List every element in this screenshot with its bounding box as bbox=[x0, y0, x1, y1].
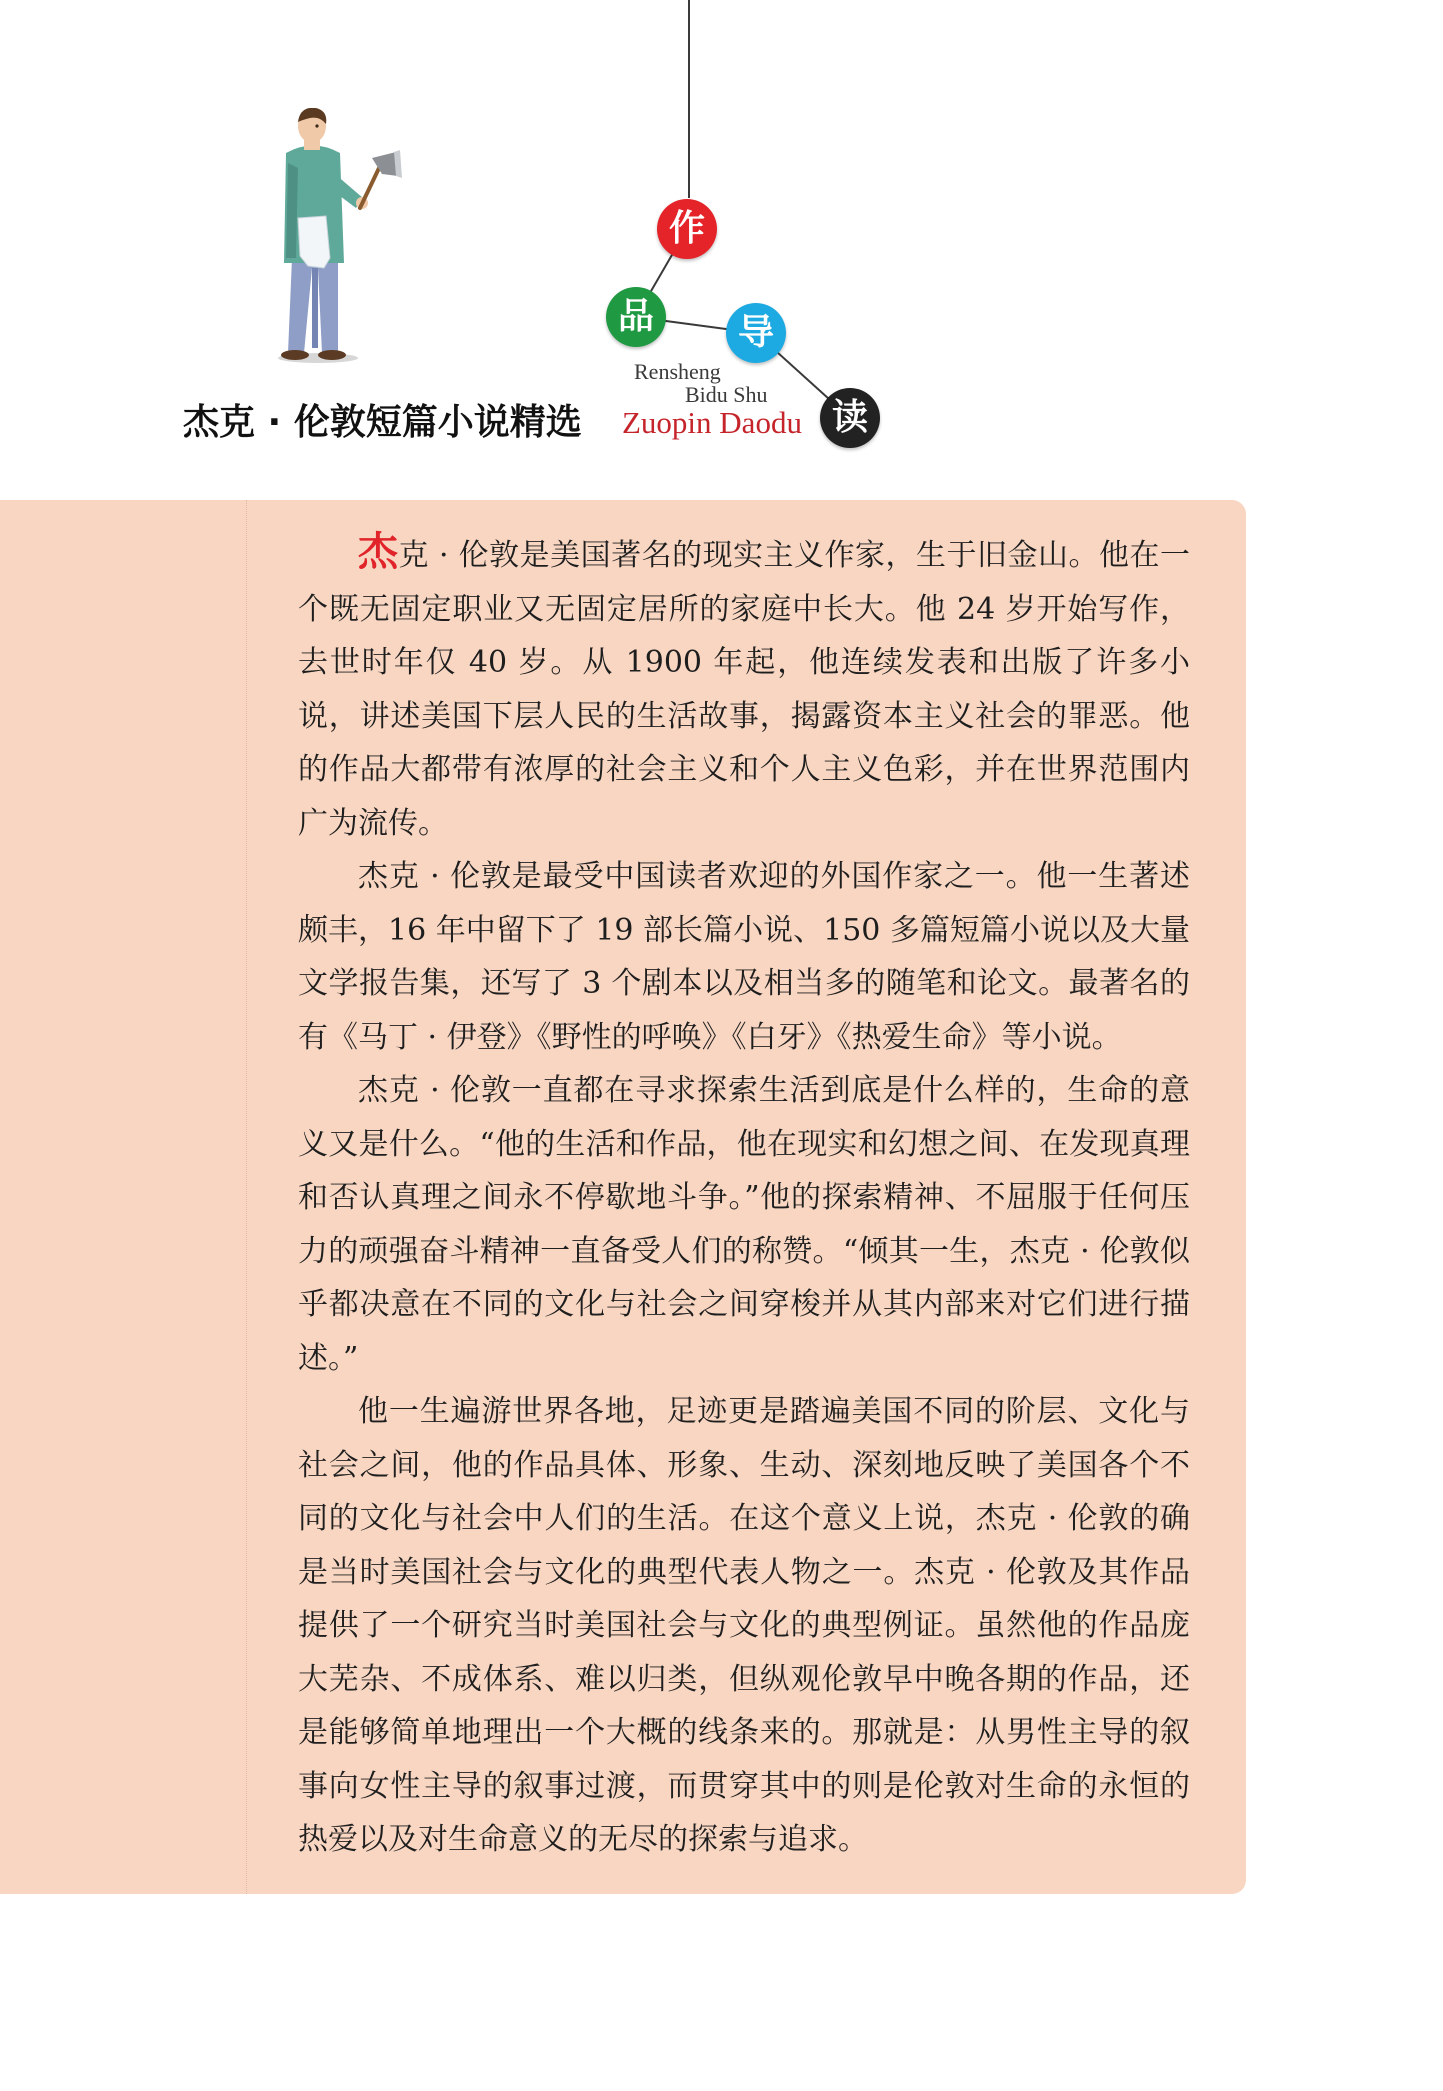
book-title: 杰克 · 伦敦短篇小说精选 bbox=[183, 402, 582, 443]
circle-du: 读 bbox=[820, 388, 880, 448]
pinyin-zuopin-daodu: Zuopin Daodu bbox=[622, 405, 802, 440]
paragraph-1-text: 克 · 伦敦是美国著名的现实主义作家，生于旧金山。他在一个既无固定职业又无固定居所的家庭中长大。他 24 岁开始写作，去世时年仅 40 岁。从 1900 年起，他连续发表和出版了许多小说，讲述美国下层人民的生活故事，揭露资本主义社会的罪恶。他的作品大都带有浓厚的社会主义和个人主义色彩，并在世界范围内广为流传。 bbox=[298, 538, 1191, 841]
pinyin-bidu-shu: Bidu Shu bbox=[685, 382, 768, 407]
man-with-axe-illustration bbox=[268, 108, 438, 368]
paragraph-1 bbox=[298, 525, 1190, 850]
pinyin-rensheng: Rensheng bbox=[634, 359, 721, 384]
paragraph-3: 杰克 · 伦敦一直都在寻求探索生活到底是什么样的，生命的意义又是什么。“他的生活和作品，他在现实和幻想之间、在发现真理和否认真理之间永不停歇地斗争。”他的探索精神、不屈服于任何压力的顽强奋斗精神一直备受人们的称赞。“倾其一生，杰克 · 伦敦似乎都决意在不同的文化与社会之间穿梭并从其内部来对它们进行描述。” bbox=[298, 1073, 1190, 1376]
paragraph-2: 杰克 · 伦敦是最受中国读者欢迎的外国作家之一。他一生著述颇丰，16 年中留下了 19 部长篇小说、150 多篇短篇小说以及大量文学报告集，还写了 3 个剧本以及相当多的随笔和论文。最著名的有《马丁 · 伊登》《野性的呼唤》《白牙》《热爱生命》等小说。 bbox=[298, 859, 1190, 1055]
circle-pin: 品 bbox=[606, 287, 666, 347]
margin-guide-line bbox=[246, 500, 247, 1894]
circle-dao: 导 bbox=[726, 303, 786, 363]
paragraph-4: 他一生遍游世界各地，足迹更是踏遍美国不同的阶层、文化与社会之间，他的作品具体、形象、生动、深刻地反映了美国各个不同的文化与社会中人们的生活。在这个意义上说，杰克 · 伦敦的确是当时美国社会与文化的典型代表人物之一。杰克 · 伦敦及其作品提供了一个研究当时美国社会与文化的典型例证。虽然他的作品庞大芜杂、不成体系、难以归类，但纵观伦敦早中晚各期的作品，还是能够简单地理出一个大概的线条来的。那就是：从男性主导的叙事向女性主导的叙事过渡，而贯穿其中的则是伦敦对生命的永恒的热爱以及对生命意义的无尽的探索与追求。 bbox=[298, 1394, 1190, 1857]
page-header bbox=[0, 0, 1443, 470]
article-body bbox=[298, 525, 1190, 1867]
circle-zuo: 作 bbox=[657, 199, 717, 259]
drop-cap: 杰 bbox=[358, 528, 399, 575]
